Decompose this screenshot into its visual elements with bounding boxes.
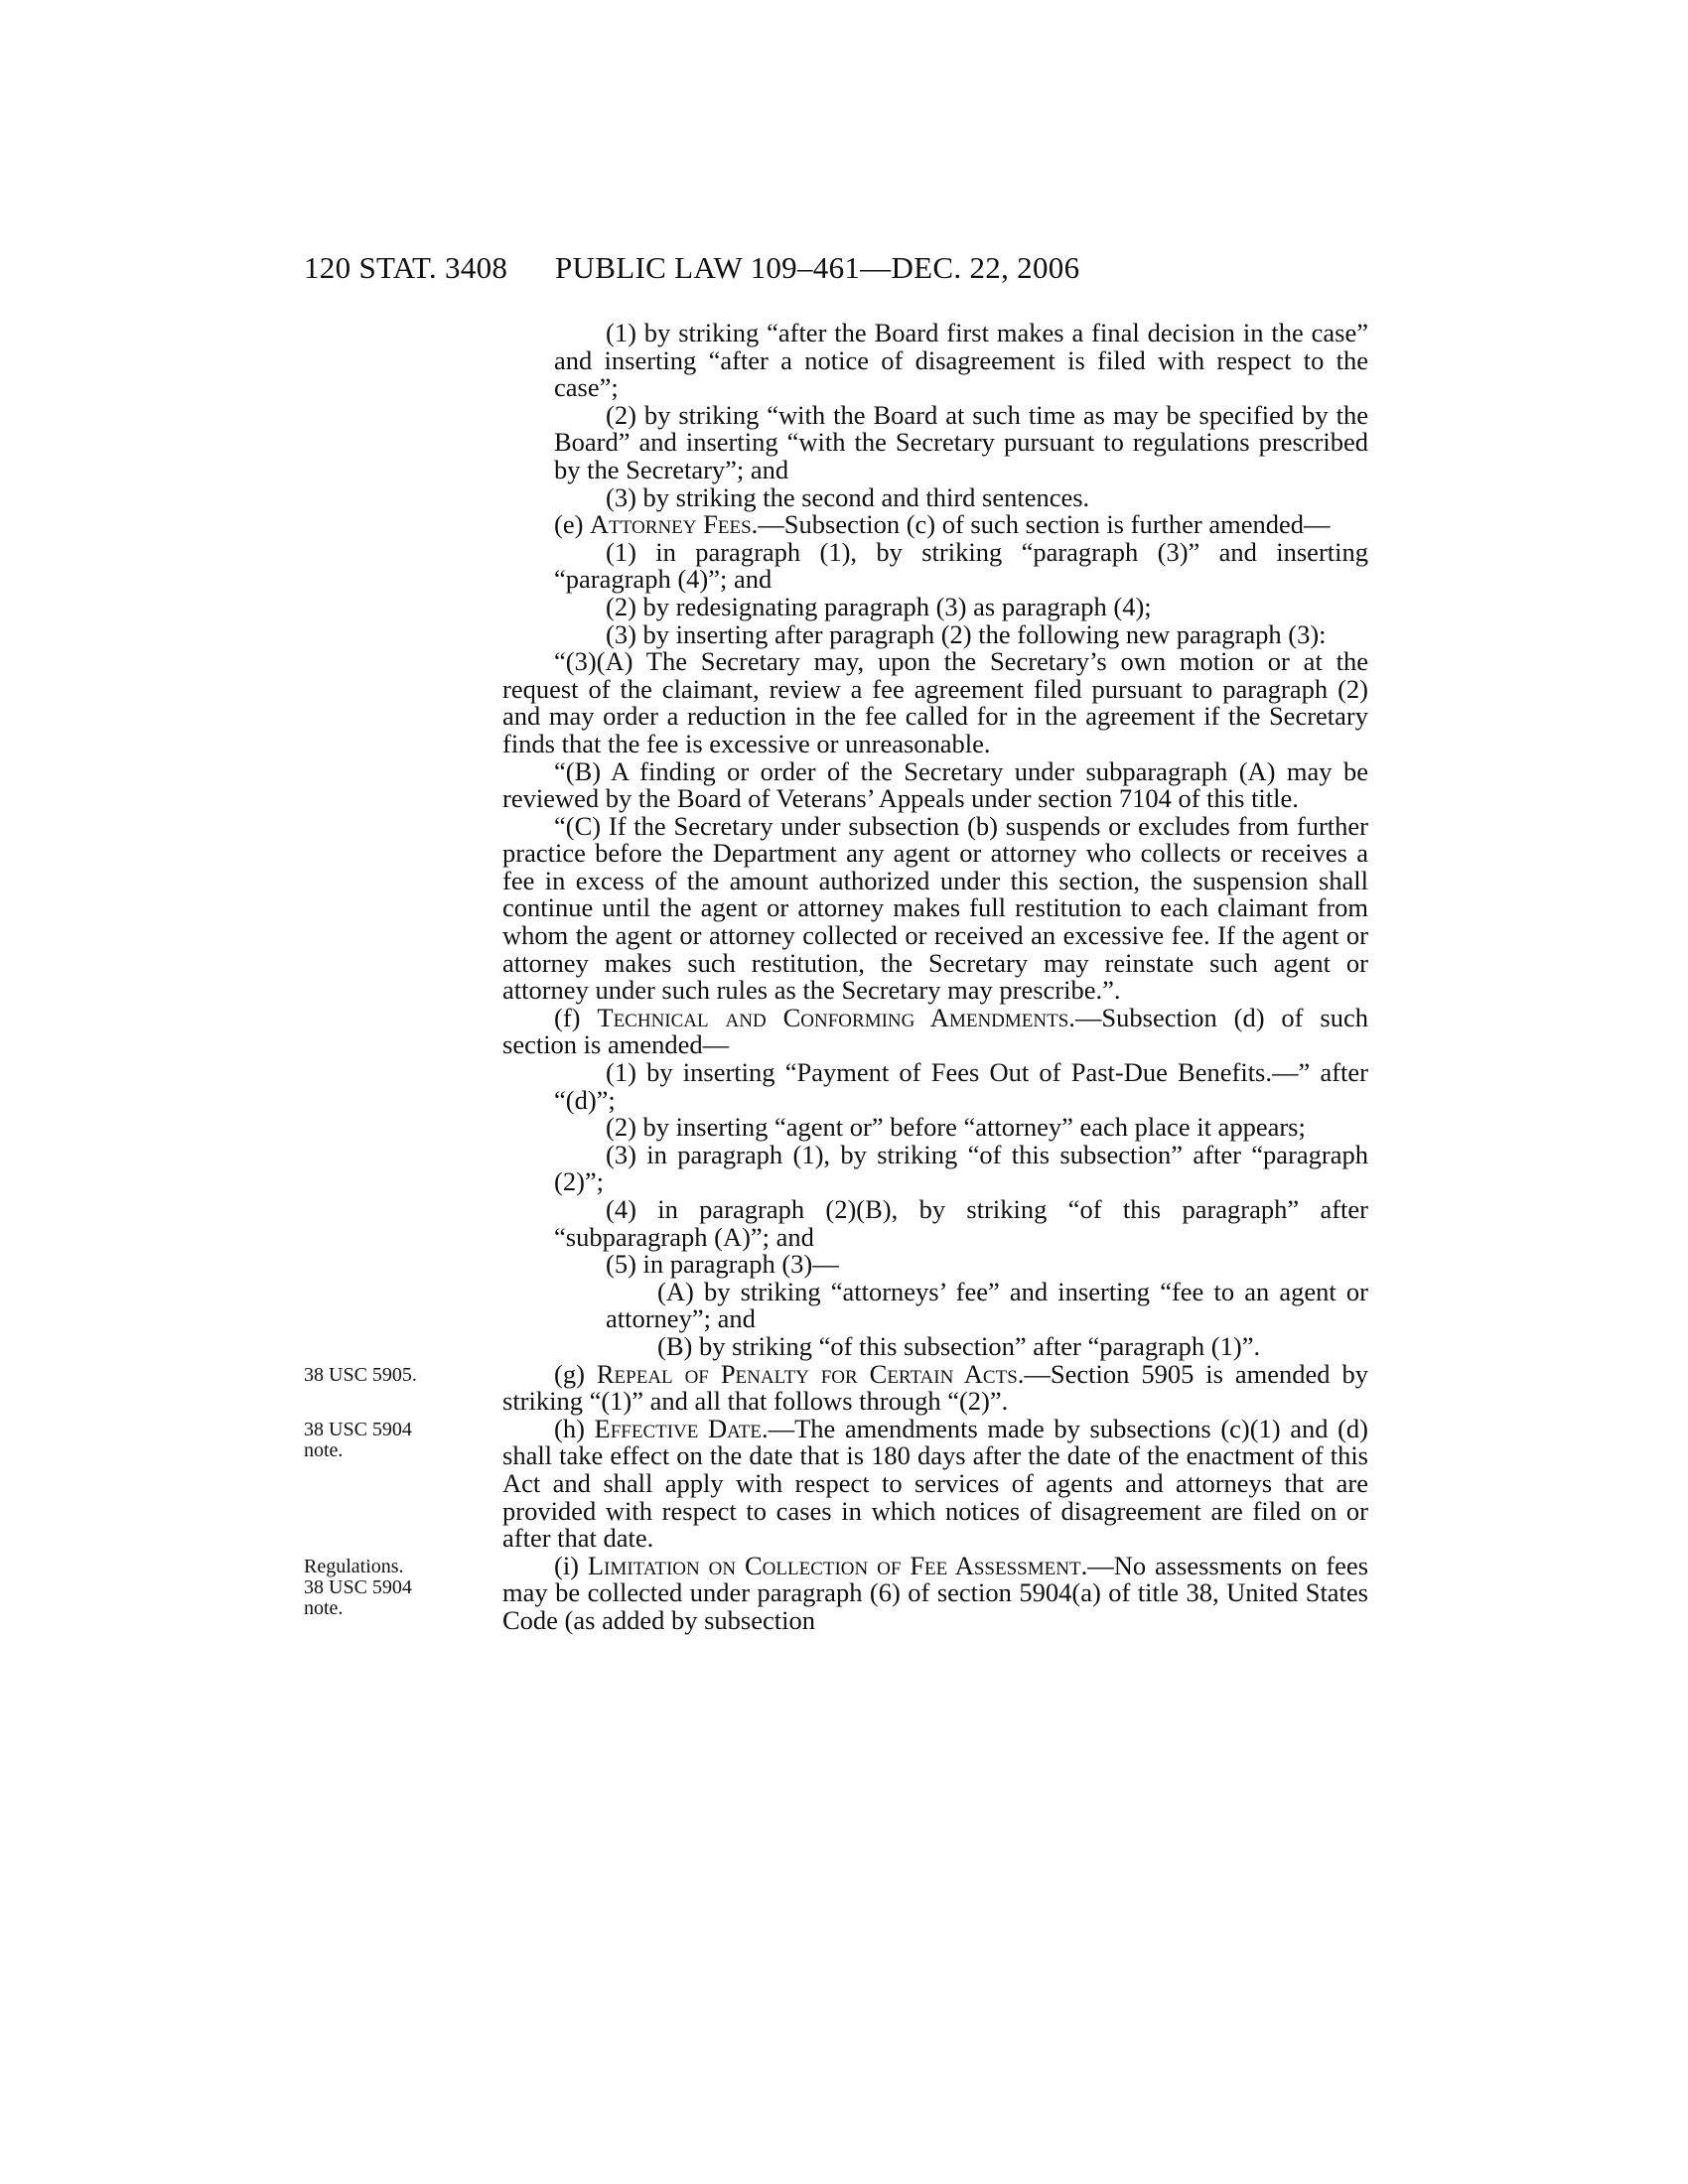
subsection-heading: Technical and Conforming Amendments [597,1002,1069,1032]
paragraph-f-2: (2) by inserting “agent or” before “attorney” each place it appears; [606,1112,1306,1143]
subsection-e-attorney-fees: (e) Attorney Fees.—Subsection (c) of such section is further amended— [554,509,1331,540]
subsection-h-effective-date: (h) Effective Date.—The amendments made by subsections (c)(1) and (d) shall take effect on the date that is 180 days after the date of the enactment of this Act and shall apply with respect to services of agents and attorneys that are provided with respect to cases in which notices of disagreement are filed on or after that date. [502,1413,1369,1554]
paragraph-d-2: (2) by striking “with the Board at such time as may be specified by the Board” and inserting “with the Secretary pursuant to regulations prescribed by the Secretary”; and [554,399,1368,484]
subparagraph-f-5-b: (B) by striking “of this subsection” after “paragraph (1)”. [657,1330,1261,1361]
margin-note-38-usc-5905: 38 USC 5905. [304,1363,417,1386]
subsection-f-technical-amendments: (f) Technical and Conforming Amendments.—Subsection (d) of such section is amended— [502,1002,1368,1060]
quoted-paragraph-3b: “(B) A finding or order of the Secretary under subparagraph (A) may be reviewed by the Board of Veterans’ Appeals under section 7104 of this title. [502,755,1368,814]
subsection-i-limitation-on-collection: (i) Limitation on Collection of Fee Assessment.—No assessments on fees may be collected under paragraph (6) of section 5904(a) of title 38, United States Code (as added by subsection [502,1550,1369,1635]
paragraph-d-3: (3) by striking the second and third sentences. [606,481,1090,512]
margin-note-regulations: Regulations. 38 USC 5904 note. [304,1555,412,1619]
paragraph-e-2: (2) by redesignating paragraph (3) as paragraph (4); [606,591,1152,621]
paragraph-f-5: (5) in paragraph (3)— [606,1249,839,1280]
subparagraph-f-5-a: (A) by striking “attorneys’ fee” and inserting “fee to an agent or attorney”; and [606,1276,1368,1334]
quoted-paragraph-3c: “(C) If the Secretary under subsection (b) suspends or excludes from further practice before the Department any agent or attorney who collects or receives a fee in excess of the amount authorized under this section, the suspension shall continue until the agent or attorney makes full restitution to each claimant from whom the agent or attorney collected or received an excessive fee. If the agent or attorney makes such restitution, the Secretary may reinstate such agent or attorney under such rules as the Secretary may prescribe.”. [502,810,1368,1006]
subsection-heading: Attorney Fees [590,509,752,540]
paragraph-f-3: (3) in paragraph (1), by striking “of this subsection” after “paragraph (2)”; [554,1139,1368,1197]
subsection-heading: Effective Date [594,1413,762,1443]
paragraph-e-3: (3) by inserting after paragraph (2) the following new paragraph (3): [606,618,1327,649]
subsection-g-repeal-of-penalty: (g) Repeal of Penalty for Certain Acts.—Section 5905 is amended by striking “(1)” and all that follows through “(2)”. [502,1358,1368,1417]
subsection-heading: Limitation on Collection of Fee Assessment [587,1550,1081,1580]
paragraph-d-1: (1) by striking “after the Board first makes a final decision in the case” and inserting “after a notice of disagreement is filed with respect to the case”; [554,318,1368,403]
margin-note-38-usc-5904-note: 38 USC 5904 note. [304,1418,412,1461]
paragraph-f-4: (4) in paragraph (2)(B), by striking “of this paragraph” after “subparagraph (A)”; and [554,1194,1368,1252]
subsection-heading: Repeal of Penalty for Certain Acts [596,1358,1018,1389]
public-law-title: PUBLIC LAW 109–461—DEC. 22, 2006 [555,250,1080,285]
paragraph-f-1: (1) by inserting “Payment of Fees Out of Past-Due Benefits.—” after “(d)”; [554,1057,1368,1115]
statute-page-number: 120 STAT. 3408 [304,250,508,285]
document-body [502,320,1368,1635]
quoted-paragraph-3a: “(3)(A) The Secretary may, upon the Secretary’s own motion or at the request of the claimant, review a fee agreement filed pursuant to paragraph (2) and may order a reduction in the fee called for in the agreement if the Secretary finds that the fee is excessive or unreasonable. [502,646,1368,758]
paragraph-e-1: (1) in paragraph (1), by striking “paragraph (3)” and inserting “paragraph (4)”; and [554,536,1368,595]
